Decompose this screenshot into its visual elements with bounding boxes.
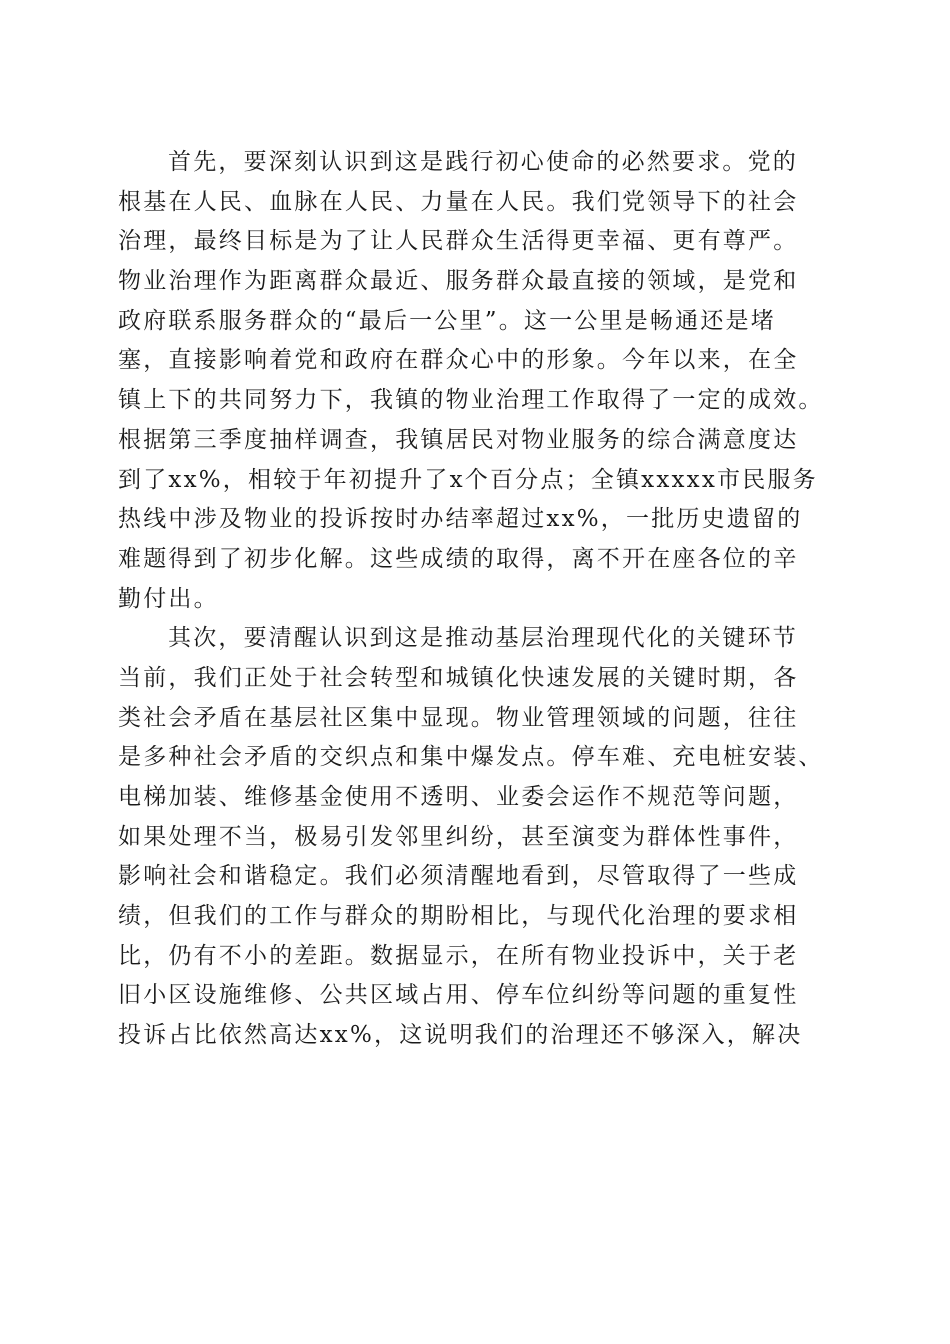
paragraph-line: 类社会矛盾在基层社区集中显现。物业管理领域的问题，往往 (118, 704, 799, 731)
paragraph-line: 比，仍有不小的差距。数据显示，在所有物业投诉中，关于老 (118, 942, 799, 969)
paragraph-line: 当前，我们正处于社会转型和城镇化快速发展的关键时期，各 (118, 664, 799, 691)
paragraph-line: 旧小区设施维修、公共区域占用、停车位纠纷等问题的重复性 (118, 982, 799, 1009)
document-body (118, 143, 838, 1056)
paragraph-line: 到了xx%，相较于年初提升了x个百分点；全镇xxxxx市民服务 (118, 466, 818, 493)
paragraph-line: 塞，直接影响着党和政府在群众心中的形象。今年以来，在全 (118, 347, 799, 374)
paragraph-line: 根基在人民、血脉在人民、力量在人民。我们党领导下的社会 (118, 188, 799, 215)
paragraph-line: 是多种社会矛盾的交织点和集中爆发点。停车难、充电桩安装、 (118, 744, 824, 771)
paragraph-line: 首先，要深刻认识到这是践行初心使命的必然要求。党的 (168, 149, 798, 175)
paragraph-line: 政府联系服务群众的“最后一公里”。这一公里是畅通还是堵 (118, 307, 776, 334)
paragraph-line: 勤付出。 (118, 585, 219, 612)
paragraph-second (118, 619, 838, 1056)
paragraph-line: 治理，最终目标是为了让人民群众生活得更幸福、更有尊严。 (118, 228, 799, 255)
paragraph-line: 电梯加装、维修基金使用不透明、业委会运作不规范等问题， (118, 784, 799, 810)
paragraph-line: 难题得到了初步化解。这些成绩的取得，离不开在座各位的辛 (118, 545, 799, 572)
paragraph-line: 其次，要清醒认识到这是推动基层治理现代化的关键环节 (168, 625, 798, 652)
paragraph-first (118, 143, 838, 619)
paragraph-line: 热线中涉及物业的投诉按时办结率超过xx%，一批历史遗留的 (118, 506, 803, 533)
paragraph-line: 镇上下的共同努力下，我镇的物业治理工作取得了一定的成效。 (118, 387, 824, 414)
paragraph-line: 根据第三季度抽样调查，我镇居民对物业服务的综合满意度达 (118, 426, 799, 453)
paragraph-line: 影响社会和谐稳定。我们必须清醒地看到，尽管取得了一些成 (118, 863, 799, 890)
paragraph-line: 投诉占比依然高达xx%，这说明我们的治理还不够深入，解决 (118, 1022, 803, 1049)
paragraph-line: 如果处理不当，极易引发邻里纠纷，甚至演变为群体性事件， (118, 823, 799, 850)
paragraph-line: 物业治理作为距离群众最近、服务群众最直接的领域，是党和 (118, 268, 799, 295)
paragraph-line: 绩，但我们的工作与群众的期盼相比，与现代化治理的要求相 (118, 903, 799, 930)
